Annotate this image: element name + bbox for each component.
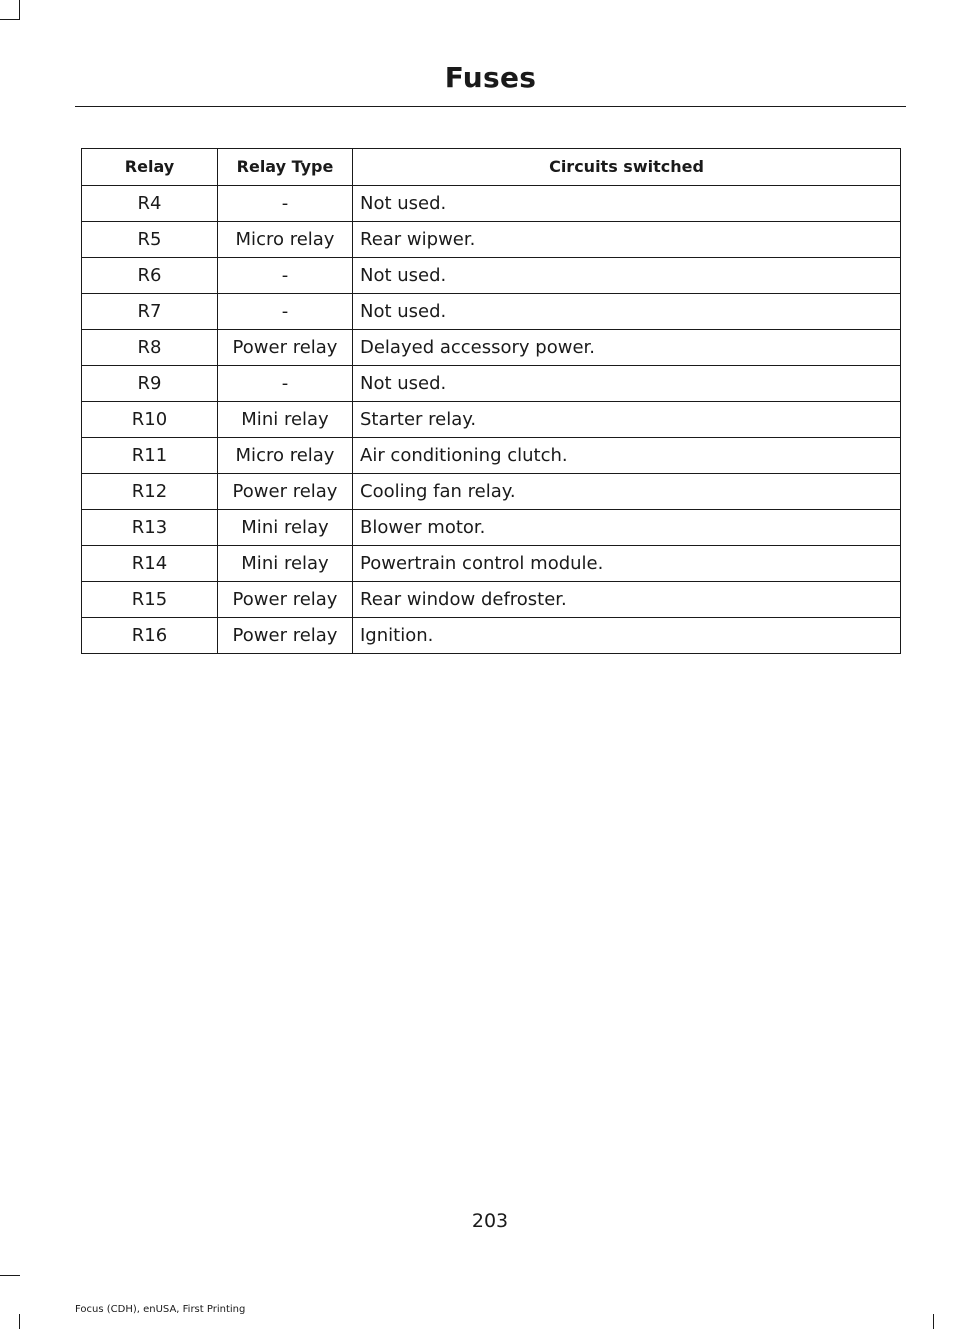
relay-cell: R15 — [82, 582, 218, 618]
relay-cell: R9 — [82, 366, 218, 402]
relay-type-cell: Power relay — [218, 474, 353, 510]
circuits-cell: Not used. — [353, 258, 901, 294]
relay-type-cell: Mini relay — [218, 402, 353, 438]
circuits-cell: Air conditioning clutch. — [353, 438, 901, 474]
title-divider — [75, 106, 906, 107]
circuits-cell: Blower motor. — [353, 510, 901, 546]
circuits-cell: Cooling fan relay. — [353, 474, 901, 510]
crop-mark-bottom-left-vertical — [19, 1314, 20, 1329]
table-row — [82, 510, 901, 546]
page-number: 203 — [471, 1210, 509, 1232]
table-row — [82, 258, 901, 294]
table-row — [82, 330, 901, 366]
circuits-cell: Rear window defroster. — [353, 582, 901, 618]
relay-type-cell: - — [218, 258, 353, 294]
crop-mark-bottom-right-vertical — [933, 1314, 934, 1329]
relay-type-cell: - — [218, 366, 353, 402]
relay-cell: R13 — [82, 510, 218, 546]
relay-table — [81, 148, 901, 654]
relay-type-cell: - — [218, 294, 353, 330]
relay-cell: R4 — [82, 186, 218, 222]
table-row — [82, 222, 901, 258]
relay-cell: R6 — [82, 258, 218, 294]
relay-cell: R8 — [82, 330, 218, 366]
circuits-cell: Not used. — [353, 186, 901, 222]
table-row — [82, 294, 901, 330]
page-title: Fuses — [444, 61, 537, 94]
table-row — [82, 474, 901, 510]
relay-type-cell: Micro relay — [218, 222, 353, 258]
column-header-relay: Relay — [82, 149, 218, 186]
relay-type-cell: - — [218, 186, 353, 222]
circuits-cell: Not used. — [353, 294, 901, 330]
table-row — [82, 582, 901, 618]
crop-mark-top-left-horizontal — [0, 19, 20, 20]
crop-mark-bottom-left-horizontal — [0, 1275, 20, 1276]
table-row — [82, 438, 901, 474]
circuits-cell: Ignition. — [353, 618, 901, 654]
table-row — [82, 546, 901, 582]
column-header-circuits-switched: Circuits switched — [353, 149, 901, 186]
circuits-cell: Powertrain control module. — [353, 546, 901, 582]
circuits-cell: Not used. — [353, 366, 901, 402]
relay-type-cell: Mini relay — [218, 510, 353, 546]
column-header-relay-type: Relay Type — [218, 149, 353, 186]
circuits-cell: Delayed accessory power. — [353, 330, 901, 366]
circuits-cell: Rear wipwer. — [353, 222, 901, 258]
relay-type-cell: Mini relay — [218, 546, 353, 582]
relay-cell: R10 — [82, 402, 218, 438]
relay-cell: R16 — [82, 618, 218, 654]
relay-type-cell: Power relay — [218, 582, 353, 618]
circuits-cell: Starter relay. — [353, 402, 901, 438]
table-row — [82, 186, 901, 222]
crop-mark-top-left-vertical — [19, 0, 20, 19]
relay-cell: R11 — [82, 438, 218, 474]
relay-cell: R14 — [82, 546, 218, 582]
relay-cell: R12 — [82, 474, 218, 510]
table-row — [82, 402, 901, 438]
relay-type-cell: Power relay — [218, 330, 353, 366]
relay-cell: R7 — [82, 294, 218, 330]
relay-type-cell: Power relay — [218, 618, 353, 654]
relay-type-cell: Micro relay — [218, 438, 353, 474]
edition-footer: Focus (CDH), enUSA, First Printing — [75, 1304, 246, 1315]
table-row — [82, 366, 901, 402]
table-header-row — [82, 149, 901, 186]
relay-cell: R5 — [82, 222, 218, 258]
table-row — [82, 618, 901, 654]
